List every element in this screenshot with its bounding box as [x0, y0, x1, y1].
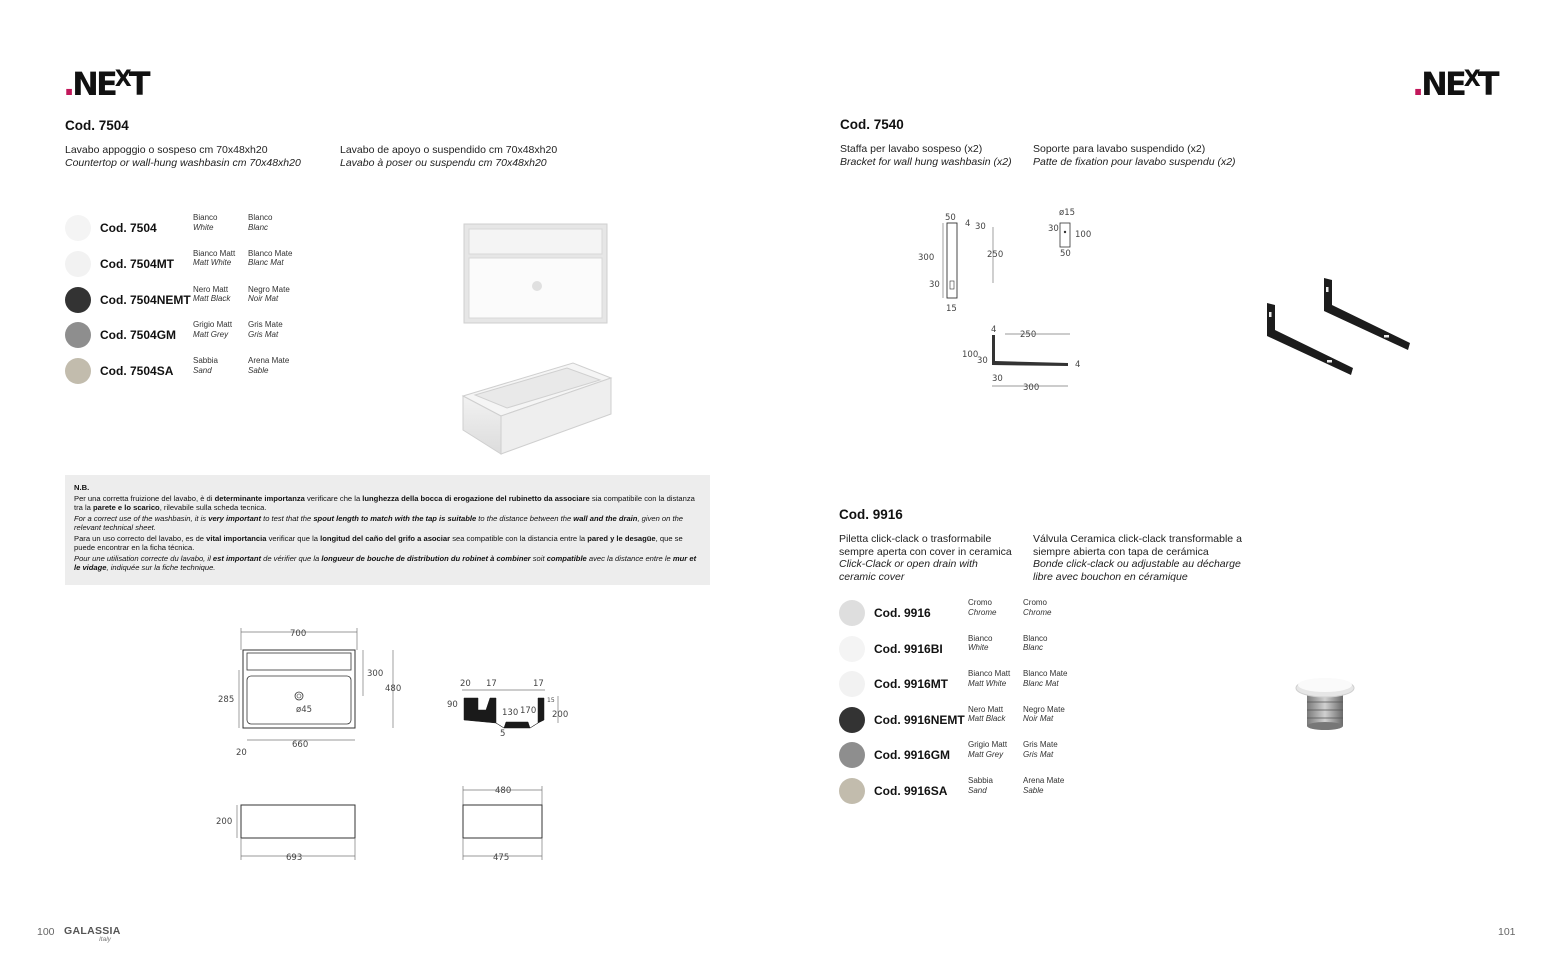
svg-text:100: 100 — [1075, 230, 1092, 240]
variant-color-es-fr: Arena Mate Sable — [1023, 776, 1065, 795]
note-es: Para un uso correcto del lavabo, es de vital importancia verificar que la longitud del caño del grifo a asociar sea compatible con la distancia entre la pared y le desagüe, que se puede encontrar en la ficha técnica. — [74, 534, 683, 552]
note-box: N.B. Per una corretta fruizione del lavabo, è di determinante importanza verificare che la lunghezza della bocca di erogazione del rubinetto da associare sia compatibile con la distanza tra la parete e lo scarico, rilevabile sulla scheda tecnica. For a correct use of the washbasin, it is very important to test that the spout length to match with the tap is suitable to the distance between the wall and the drain, given on the relevant technical sheet. Para un uso correcto del lavabo, es de vital importancia verificar que la longitud del caño del grifo a asociar sea compatible con la distancia entre la pared y le desagüe, que se puede encontrar en la ficha técnica. Pour une utilisation correcte du lavabo, il est important de vérifier que la longueur de bouche de distribution du robinet à combiner soit compatible avec la distance entre le mur et le vidage, indiquée sur la fiche technique. — [65, 475, 710, 585]
variant-color-es-fr: Cromo Chrome — [1023, 598, 1052, 617]
variant-color-es-fr: Gris Mate Gris Mat — [1023, 740, 1058, 759]
variant-code: Cod. 7504GM — [100, 328, 177, 343]
svg-text:30: 30 — [992, 374, 1003, 384]
svg-text:285: 285 — [218, 695, 235, 705]
svg-text:300: 300 — [367, 669, 384, 679]
bracket-technical-drawing — [910, 205, 1110, 400]
galassia-brand: GALASSIA — [64, 925, 121, 937]
svg-text:15: 15 — [946, 304, 957, 314]
svg-text:50: 50 — [945, 213, 956, 223]
color-swatch — [65, 251, 91, 277]
variant-color-it-en: Bianco Matt Matt White — [193, 248, 236, 268]
svg-text:300: 300 — [1023, 383, 1040, 393]
color-swatch — [839, 600, 865, 626]
note-en: For a correct use of the washbasin, it is very important to test that the spout length to match with the tap is suitable to the distance between the wall and the drain, given on the relevant technical sheet. — [74, 514, 684, 532]
svg-text:100: 100 — [962, 350, 979, 360]
next-logo-left: $.NE^XT$ — [63, 65, 148, 103]
color-swatch — [65, 322, 91, 348]
note-it: Per una corretta fruizione del lavabo, è di determinante importanza verificare che la lunghezza della bocca di erogazione del rubinetto da associare sia compatibile con la distanza tra la parete e lo scarico, rilevabile sulla scheda tecnica. — [74, 494, 695, 512]
svg-text:130: 130 — [502, 708, 519, 718]
svg-text:250: 250 — [987, 250, 1004, 260]
variant-color-it-en: Bianco White — [968, 633, 993, 653]
variant-code: Cod. 7504NEMT — [100, 292, 191, 307]
svg-text:ø45: ø45 — [296, 705, 313, 715]
color-swatch — [65, 358, 91, 384]
page-number-right: 101 — [1498, 926, 1516, 938]
washbasin-technical-drawing — [200, 620, 600, 870]
svg-text:30: 30 — [977, 356, 988, 366]
product-desc-7504-es-fr: Lavabo de apoyo o suspendido cm 70x48xh20 Lavabo à poser ou suspendu cm 70x48xh20 — [340, 144, 558, 169]
color-swatch — [65, 287, 91, 313]
svg-text:200: 200 — [552, 710, 569, 720]
variant-color-es-fr: Blanco Blanc — [248, 213, 273, 232]
product-desc-7540-it-en: Staffa per lavabo sospeso (x2) Bracket for wall hung washbasin (x2) — [840, 143, 1012, 168]
svg-text:480: 480 — [385, 684, 402, 694]
svg-text:15: 15 — [547, 697, 555, 704]
svg-text:480: 480 — [495, 786, 512, 796]
product-title-7504: Cod. 7504 — [65, 118, 129, 133]
svg-text:30: 30 — [929, 280, 940, 290]
variant-color-it-en: Cromo Chrome — [968, 598, 997, 617]
svg-text:660: 660 — [292, 740, 309, 750]
bracket-product-image — [1262, 275, 1417, 385]
color-swatch — [839, 671, 865, 697]
variant-color-es-fr: Blanco Mate Blanc Mat — [1023, 669, 1068, 688]
svg-text:ø15: ø15 — [1059, 208, 1076, 218]
variant-code: Cod. 9916MT — [874, 677, 949, 692]
svg-text:20: 20 — [236, 748, 247, 758]
variant-color-it-en: Bianco White — [193, 213, 218, 232]
variant-color-es-fr: Negro Mate Noir Mat — [1023, 704, 1065, 724]
svg-text:30: 30 — [1048, 224, 1059, 234]
variant-code: Cod. 9916BI — [874, 641, 943, 656]
variant-code: Cod. 9916 — [874, 606, 931, 620]
svg-text:250: 250 — [1020, 330, 1037, 340]
variant-code: Cod. 7504MT — [100, 256, 175, 271]
variant-color-es-fr: Arena Mate Sable — [248, 356, 290, 375]
color-swatch — [839, 636, 865, 662]
note-fr: Pour une utilisation correcte du lavabo, il est important de vérifier que la longueur de bouche de distribution du robinet à combiner soit compatible avec la distance entre le mur et le vidage, indiquée sur la fiche technique. — [74, 554, 697, 572]
product-desc-9916-es-fr: Válvula Ceramica click-clack transformable a siempre abierta con tapa de cerámica Bonde click-clack ou adjustable au décharge libre avec bouchon en céramique — [1033, 533, 1242, 583]
svg-text:4: 4 — [1075, 360, 1081, 370]
variant-color-it-en: Grigio Matt Matt Grey — [968, 740, 1008, 759]
color-swatch — [65, 215, 91, 241]
variant-color-it-en: Nero Matt Matt Black — [968, 704, 1006, 724]
svg-text:4: 4 — [965, 219, 971, 229]
variant-code: Cod. 9916NEMT — [874, 712, 965, 727]
svg-text:90: 90 — [447, 700, 458, 710]
svg-text:693: 693 — [286, 853, 303, 863]
variant-color-it-en: Nero Matt Matt Black — [193, 284, 231, 304]
variant-color-es-fr: Blanco Mate Blanc Mat — [248, 248, 293, 268]
svg-text:700: 700 — [290, 629, 307, 639]
next-logo-right: $.NE^XT$ — [1412, 65, 1497, 103]
color-swatch — [839, 742, 865, 768]
variant-code: Cod. 7504SA — [100, 364, 174, 379]
svg-text:4: 4 — [991, 325, 997, 335]
drain-product-image — [1290, 670, 1360, 735]
variant-code: Cod. 9916GM — [874, 748, 951, 763]
svg-text:20: 20 — [460, 679, 471, 689]
color-swatch — [839, 778, 865, 804]
product-title-7540: Cod. 7540 — [840, 117, 904, 132]
svg-text:50: 50 — [1060, 249, 1071, 259]
product-desc-7504-it-en: Lavabo appoggio o sospeso cm 70x48xh20 Countertop or wall-hung washbasin cm 70x48xh20 — [65, 144, 301, 169]
galassia-brand-sub: Italy — [99, 936, 111, 943]
variant-color-it-en: Sabbia Sand — [968, 776, 993, 795]
variant-color-it-en: Grigio Matt Matt Grey — [193, 320, 233, 339]
svg-text:17: 17 — [486, 679, 497, 689]
product-title-9916: Cod. 9916 — [839, 507, 903, 522]
color-swatch — [839, 707, 865, 733]
svg-text:300: 300 — [918, 253, 935, 263]
svg-text:30: 30 — [975, 222, 986, 232]
product-desc-7540-es-fr: Soporte para lavabo suspendido (x2) Patte de fixation pour lavabo suspendu (x2) — [1033, 143, 1236, 168]
product-desc-9916-it-en: Piletta click-clack o trasformabile sempre aperta con cover in ceramica Click-Clack or open drain with ceramic cover — [839, 533, 1012, 583]
svg-text:170: 170 — [520, 706, 537, 716]
variant-color-es-fr: Gris Mate Gris Mat — [248, 320, 283, 339]
svg-text:475: 475 — [493, 853, 510, 863]
svg-text:5: 5 — [500, 729, 506, 739]
variant-code: Cod. 7504 — [100, 221, 157, 235]
variant-color-it-en: Bianco Matt Matt White — [968, 669, 1011, 688]
variant-color-es-fr: Blanco Blanc — [1023, 633, 1048, 653]
washbasin-product-image — [455, 218, 620, 463]
variant-color-es-fr: Negro Mate Noir Mat — [248, 284, 290, 304]
variant-color-it-en: Sabbia Sand — [193, 356, 218, 375]
page-number-left: 100 — [37, 926, 55, 938]
svg-text:17: 17 — [533, 679, 544, 689]
svg-text:200: 200 — [216, 817, 233, 827]
variant-code: Cod. 9916SA — [874, 784, 948, 798]
